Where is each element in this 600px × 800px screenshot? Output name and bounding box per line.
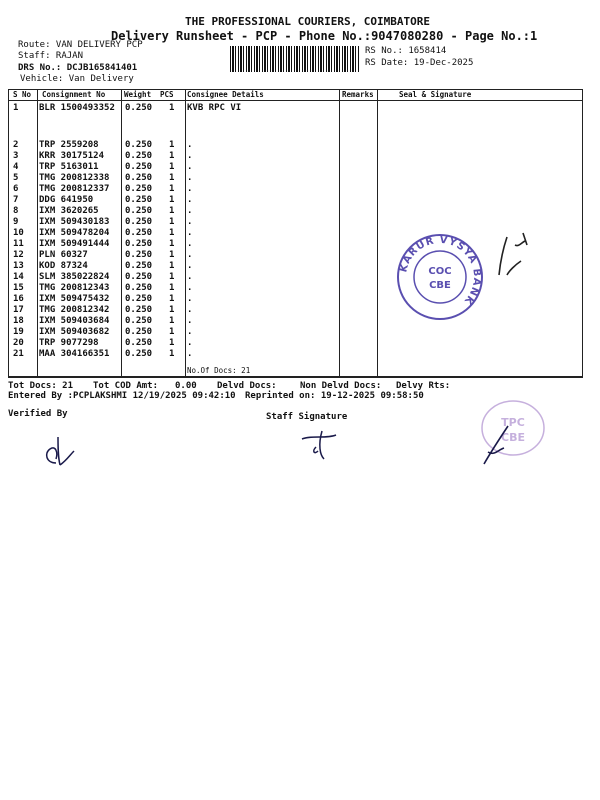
cell-pcs: 1	[169, 327, 175, 337]
cell-cno: KOD 87324	[39, 261, 88, 271]
tot-cod-amount: 0.00	[175, 381, 197, 391]
cell-pcs: 1	[169, 151, 175, 161]
table-row	[9, 305, 582, 316]
cell-wt: 0.250	[125, 338, 153, 348]
cell-pcs: 1	[169, 228, 175, 238]
cell-wt: 0.250	[125, 206, 153, 216]
cell-wt: 0.250	[125, 250, 153, 260]
cell-details: .	[187, 173, 193, 183]
cell-details: .	[187, 228, 193, 238]
cell-wt: 0.250	[125, 228, 153, 238]
cell-details: .	[187, 305, 193, 315]
cell-sno: 4	[13, 162, 19, 172]
col-sno: S No	[13, 90, 32, 99]
cell-pcs: 1	[169, 195, 175, 205]
cell-pcs: 1	[169, 283, 175, 293]
cell-pcs: 1	[169, 184, 175, 194]
cell-wt: 0.250	[125, 316, 153, 326]
cell-details: .	[187, 217, 193, 227]
cell-sno: 2	[13, 140, 19, 150]
table-row	[9, 338, 582, 349]
table-header	[9, 90, 582, 101]
cell-details: .	[187, 206, 193, 216]
cell-cno: IXM 509478204	[39, 228, 110, 238]
cell-sno: 20	[13, 338, 24, 348]
cell-sno: 12	[13, 250, 24, 260]
cell-wt: 0.250	[125, 195, 153, 205]
cell-sno: 10	[13, 228, 24, 238]
cell-sno: 17	[13, 305, 24, 315]
table-row	[9, 140, 582, 151]
cell-pcs: 1	[169, 239, 175, 249]
cell-cno: TMG 200812337	[39, 184, 110, 194]
cell-wt: 0.250	[125, 103, 153, 113]
handwritten-signature-1	[485, 225, 535, 285]
handwritten-signature-3	[296, 425, 344, 465]
col-pcs: PCS	[160, 90, 174, 99]
bank-stamp	[395, 232, 485, 322]
cell-pcs: 1	[169, 217, 175, 227]
cell-wt: 0.250	[125, 349, 153, 359]
table-row	[9, 206, 582, 217]
cell-cno: TRP 5163011	[39, 162, 99, 172]
cell-wt: 0.250	[125, 140, 153, 150]
cell-wt: 0.250	[125, 162, 153, 172]
table-row	[9, 162, 582, 173]
cell-wt: 0.250	[125, 305, 153, 315]
cell-cno: IXM 509403684	[39, 316, 110, 326]
cell-sno: 19	[13, 327, 24, 337]
cell-sno: 14	[13, 272, 24, 282]
cell-wt: 0.250	[125, 294, 153, 304]
cell-cno: TMG 200812342	[39, 305, 110, 315]
table-row	[9, 327, 582, 338]
col-consignee: Consignee Details	[187, 90, 264, 99]
cell-details: .	[187, 239, 193, 249]
cell-details: KVB RPC VI	[187, 103, 242, 113]
rs-date: RS Date: 19-Dec-2025	[365, 58, 474, 68]
cell-cno: MAA 304166351	[39, 349, 110, 359]
cell-sno: 5	[13, 173, 19, 183]
stamp-ring-text: KARUR VYSYA BANK	[398, 234, 483, 307]
cell-wt: 0.250	[125, 261, 153, 271]
cell-cno: SLM 385022824	[39, 272, 110, 282]
cell-pcs: 1	[169, 305, 175, 315]
cell-wt: 0.250	[125, 151, 153, 161]
route: Route: VAN DELIVERY PCP	[18, 40, 143, 50]
company-name: THE PROFESSIONAL COURIERS, COIMBATORE	[185, 15, 431, 28]
cell-details: .	[187, 140, 193, 150]
cell-cno: IXM 509475432	[39, 294, 110, 304]
cell-sno: 3	[13, 151, 19, 161]
table-row	[9, 294, 582, 305]
cell-pcs: 1	[169, 272, 175, 282]
cell-sno: 1	[13, 103, 19, 113]
cell-details: .	[187, 316, 193, 326]
cell-pcs: 1	[169, 338, 175, 348]
cell-pcs: 1	[169, 103, 175, 113]
table-row	[9, 151, 582, 162]
cell-pcs: 1	[169, 173, 175, 183]
cell-pcs: 1	[169, 261, 175, 271]
cell-cno: IXM 509430183	[39, 217, 110, 227]
cell-pcs: 1	[169, 162, 175, 172]
delvy-rts: Delvy Rts:	[396, 381, 451, 391]
tot-cod-label: Tot COD Amt:	[93, 381, 159, 391]
cell-sno: 11	[13, 239, 24, 249]
no-of-docs: No.Of Docs: 21	[187, 366, 251, 375]
cell-sno: 15	[13, 283, 24, 293]
cell-sno: 18	[13, 316, 24, 326]
cell-details: .	[187, 195, 193, 205]
cell-cno: IXM 3620265	[39, 206, 99, 216]
cell-sno: 6	[13, 184, 19, 194]
cell-sno: 8	[13, 206, 19, 216]
cell-details: .	[187, 349, 193, 359]
cell-sno: 16	[13, 294, 24, 304]
cell-wt: 0.250	[125, 217, 153, 227]
faded-stamp-top: TPC	[501, 416, 525, 429]
cell-wt: 0.250	[125, 327, 153, 337]
table-row	[9, 103, 582, 114]
cell-pcs: 1	[169, 206, 175, 216]
reprinted-on: Reprinted on: 19-12-2025 09:58:50	[245, 391, 424, 401]
col-consignment: Consignment No	[42, 90, 106, 99]
drs-number: DRS No.: DCJB165841401	[18, 63, 138, 73]
entered-by: Entered By :PCPLAKSHMI 12/19/2025 09:42:10	[8, 391, 236, 401]
cell-sno: 9	[13, 217, 19, 227]
cell-details: .	[187, 250, 193, 260]
cell-cno: TMG 200812343	[39, 283, 110, 293]
barcode	[230, 46, 360, 72]
cell-details: .	[187, 294, 193, 304]
col-remarks: Remarks	[342, 90, 374, 99]
cell-wt: 0.250	[125, 173, 153, 183]
vehicle: Vehicle: Van Delivery	[20, 74, 134, 84]
cell-cno: TRP 9077298	[39, 338, 99, 348]
cell-cno: TMG 200812338	[39, 173, 110, 183]
table-row	[9, 173, 582, 184]
cell-cno: PLN 60327	[39, 250, 88, 260]
rs-number: RS No.: 1658414	[365, 46, 447, 56]
cell-cno: BLR 1500493352	[39, 103, 115, 113]
cell-wt: 0.250	[125, 272, 153, 282]
cell-pcs: 1	[169, 140, 175, 150]
faded-stamp-bottom: CBE	[501, 431, 525, 444]
col-weight: Weight	[124, 90, 152, 99]
cell-details: .	[187, 327, 193, 337]
delvd-docs: Delvd Docs:	[217, 381, 277, 391]
staff-signature-label: Staff Signature	[266, 412, 348, 422]
cell-pcs: 1	[169, 250, 175, 260]
cell-wt: 0.250	[125, 184, 153, 194]
cell-details: .	[187, 162, 193, 172]
cell-details: .	[187, 151, 193, 161]
cell-details: .	[187, 261, 193, 271]
cell-details: .	[187, 272, 193, 282]
table-row	[9, 184, 582, 195]
stamp-center-top: COC	[428, 266, 452, 277]
table-row	[9, 349, 582, 360]
stamp-center-bottom: CBE	[429, 280, 451, 291]
table-row	[9, 316, 582, 327]
cell-details: .	[187, 338, 193, 348]
handwritten-signature-2	[38, 435, 78, 470]
non-delvd-docs: Non Delvd Docs:	[300, 381, 382, 391]
cell-cno: DDG 641950	[39, 195, 94, 205]
cell-pcs: 1	[169, 316, 175, 326]
cell-cno: IXM 509403682	[39, 327, 110, 337]
cell-details: .	[187, 184, 193, 194]
cell-cno: IXM 509491444	[39, 239, 110, 249]
cell-cno: TRP 2559208	[39, 140, 99, 150]
table-row	[9, 195, 582, 206]
cell-wt: 0.250	[125, 283, 153, 293]
cell-wt: 0.250	[125, 239, 153, 249]
cell-pcs: 1	[169, 349, 175, 359]
handwritten-signature-4	[478, 420, 518, 470]
col-seal: Seal & Signature	[399, 90, 472, 99]
cell-cno: KRR 30175124	[39, 151, 105, 161]
cell-sno: 7	[13, 195, 19, 205]
runsheet-title: Delivery Runsheet - PCP - Phone No.:9047080280 - Page No.:1	[111, 29, 538, 43]
cell-sno: 13	[13, 261, 24, 271]
verified-by: Verified By	[8, 409, 68, 419]
tot-docs: Tot Docs: 21	[8, 381, 74, 391]
cell-sno: 21	[13, 349, 24, 359]
staff: Staff: RAJAN	[18, 51, 84, 61]
cell-details: .	[187, 283, 193, 293]
cell-pcs: 1	[169, 294, 175, 304]
